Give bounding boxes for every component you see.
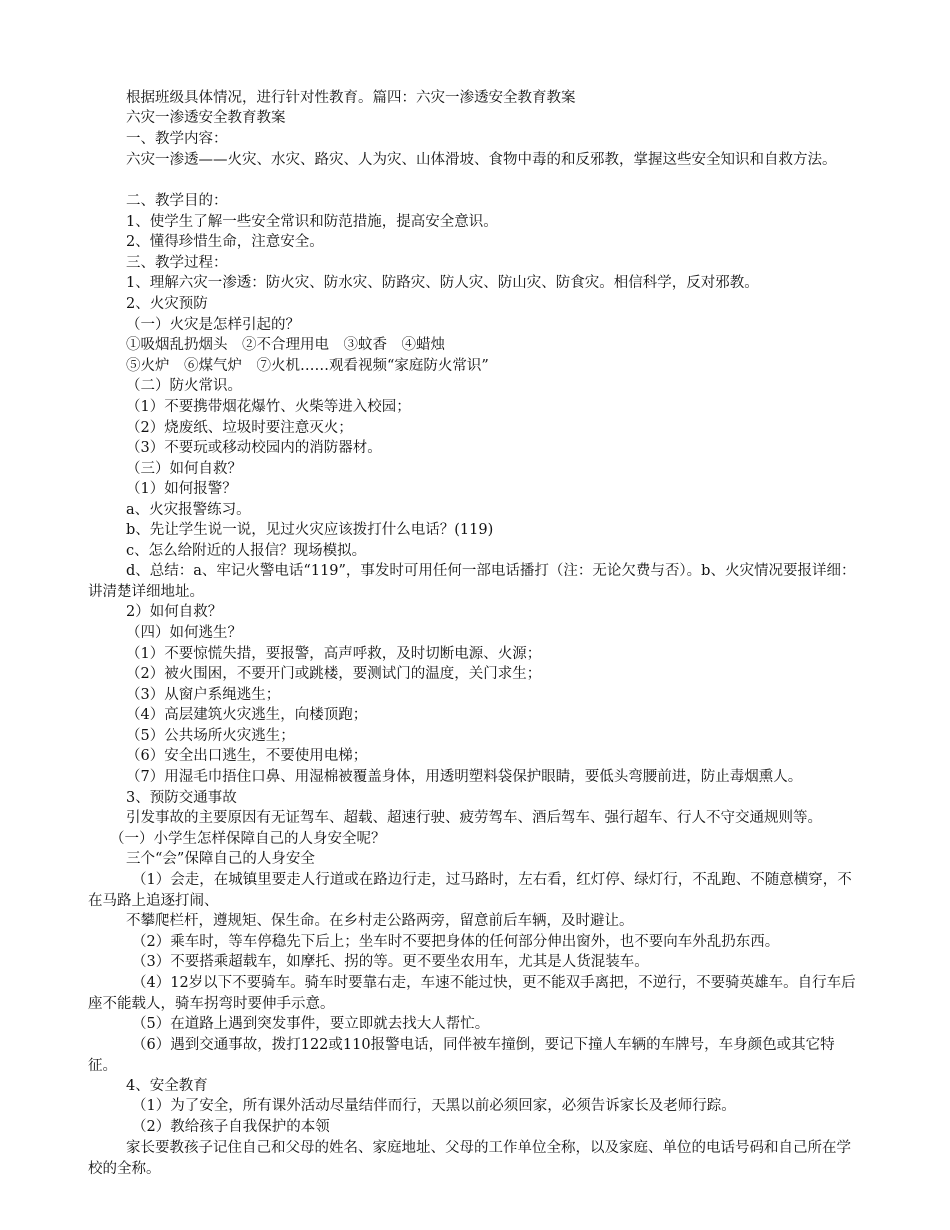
text-line: （一）小学生怎样保障自己的人身安全呢？	[110, 831, 386, 847]
text-line: 不攀爬栏杆，遵规矩、保生命。在乡村走公路两旁，留意前后车辆，及时避让。	[126, 913, 634, 929]
text-line: （3）从窗户系绳逃生；	[126, 687, 281, 703]
text-line: （四）如何逃生？	[126, 625, 242, 641]
paragraph: （4）12岁以下不要骑车。骑车时要靠右走，车速不能过快，更不能双手离把，不逆行，不要骑英雄车。自行车后座不能载人，骑车拐弯时要伸手示意。	[88, 975, 856, 1012]
paragraph: d、总结：a、牢记火警电话“119”，事发时可用任何一部电话播打（注：无论欠费与否）。b、火灾情况要报详细：讲清楚详细地址。	[88, 563, 856, 600]
paragraph: （6）遇到交通事故，拨打122或110报警电话，同伴被车撞倒，要记下撞人车辆的车牌号，车身颜色或其它特征。	[88, 1037, 835, 1074]
text-line: （1）不要惊慌失措，要报警，高声呼救，及时切断电源、火源；	[126, 646, 542, 662]
text-line: （三）如何自救？	[126, 461, 242, 477]
text-line: 三个“会”保障自己的人身安全	[126, 851, 315, 867]
text-line: （7）用湿毛巾捂住口鼻、用湿棉被覆盖身体，用透明塑料袋保护眼睛，要低头弯腰前进，防止毒烟熏人。	[126, 769, 803, 785]
subsection-heading: 4、安全教育	[126, 1078, 208, 1094]
section-heading: 一、教学内容：	[126, 131, 228, 147]
text-line: 引发事故的主要原因有无证驾车、超载、超速行驶、疲劳驾车、酒后驾车、强行超车、行人不守交通规则等。	[126, 810, 822, 826]
text-line: （一）火灾是怎样引起的？	[126, 317, 300, 333]
text-line: （3）不要玩或移动校园内的消防器材。	[126, 440, 382, 456]
text-line: 2、懂得珍惜生命，注意安全。	[126, 234, 324, 250]
text-line: 2）如何自救？	[126, 604, 223, 620]
text-line: ①吸烟乱扔烟头 ②不合理用电 ③蚊香 ④蜡烛	[126, 337, 445, 353]
text-line: （二）防火常识。	[126, 378, 242, 394]
text-line: （5）公共场所火灾逃生；	[126, 728, 295, 744]
text-line: 1、使学生了解一些安全常识和防范措施，提高安全意识。	[126, 214, 498, 230]
text-line: （3）不要搭乘超载车，如摩托、拐的等。更不要坐农用车，尤其是人货混装车。	[132, 954, 649, 970]
text-line: （1）如何报警？	[126, 481, 237, 497]
section-heading: 三、教学过程：	[126, 255, 228, 271]
text-line: （4）高层建筑火灾逃生，向楼顶跑；	[126, 707, 368, 723]
text-line: b、先让学生说一说，见过火灾应该拨打什么电话？(119)	[126, 522, 494, 538]
text-line: （2）乘车时，等车停稳先下后上；坐车时不要把身体的任何部分伸出窗外，也不要向车外乱扔东西。	[132, 934, 780, 950]
text-line: （2）教给孩子自我保护的本领	[132, 1119, 330, 1135]
text-line: 根据班级具体情况，进行针对性教育。篇四：六灾一渗透安全教育教案	[126, 90, 576, 106]
text-line: 1、理解六灾一渗透：防火灾、防水灾、防路灾、防人灾、防山灾、防食灾。相信科学，反对邪教。	[126, 275, 759, 291]
document-title: 六灾一渗透安全教育教案	[126, 110, 286, 126]
text-line: c、怎么给附近的人报信？现场模拟。	[126, 543, 367, 559]
text-line: a、火灾报警练习。	[126, 502, 251, 518]
text-line: （2）烧废纸、垃圾时要注意灭火；	[126, 420, 353, 436]
paragraph: （1）会走，在城镇里要走人行道或在路边行走，过马路时，左右看，红灯停、绿灯行，不乱跑、不随意横穿，不在马路上追逐打闹、	[88, 872, 852, 909]
paragraph: 六灾一渗透——火灾、水灾、路灾、人为灾、山体滑坡、食物中毒的和反邪教，掌握这些安全知识和自救方法。	[126, 152, 837, 168]
section-heading: 二、教学目的：	[126, 193, 228, 209]
subsection-heading: 2、火灾预防	[126, 296, 208, 312]
text-line: （1）不要携带烟花爆竹、火柴等进入校园；	[126, 399, 411, 415]
text-line: （2）被火围困，不要开门或跳楼，要测试门的温度，关门求生；	[126, 666, 542, 682]
text-line: （5）在道路上遇到突发事件，要立即就去找大人帮忙。	[132, 1016, 490, 1032]
subsection-heading: 3、预防交通事故	[126, 790, 237, 806]
text-line: （6）安全出口逃生，不要使用电梯；	[126, 748, 368, 764]
paragraph: 家长要教孩子记住自己和父母的姓名、家庭地址、父母的工作单位全称，以及家庭、单位的电话号码和自己所在学校的全称。	[88, 1140, 851, 1177]
text-line: （1）为了安全，所有课外活动尽量结伴而行，天黑以前必须回家，必须告诉家长及老师行踪。	[132, 1098, 736, 1114]
text-line: ⑤火炉 ⑥煤气炉 ⑦火机……观看视频“家庭防火常识”	[126, 358, 489, 374]
